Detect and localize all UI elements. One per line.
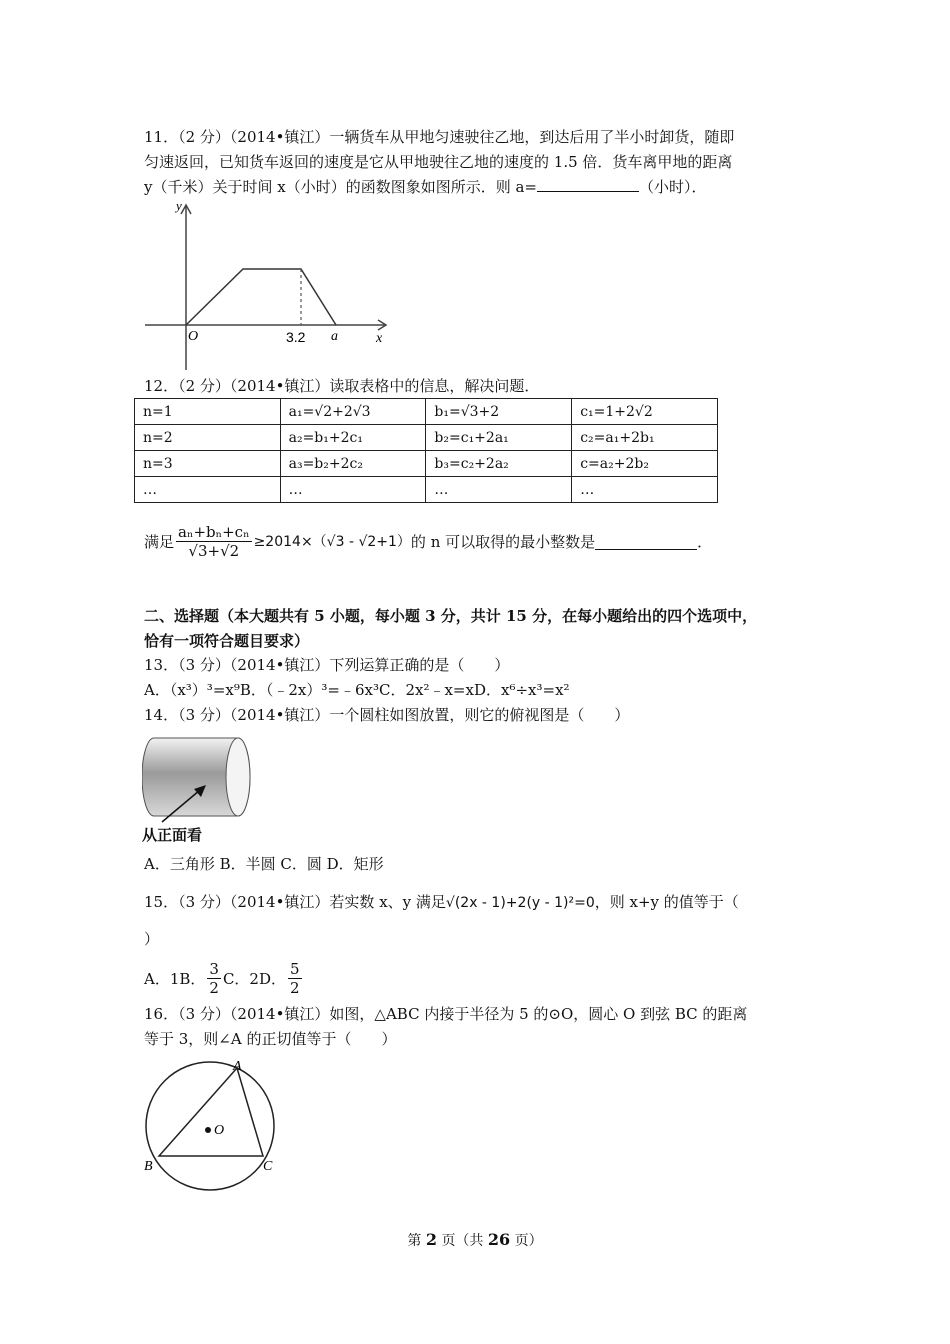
triangle-abc [159, 1068, 263, 1156]
section2-line2: 恰有一项符合题目要求） [144, 632, 310, 650]
tick-a: a [331, 329, 338, 344]
q15-line2: ） [144, 930, 160, 948]
x-label: x [376, 331, 383, 346]
table-cell: c₁=1+2√2 [572, 399, 718, 425]
table-cell: n=2 [135, 425, 281, 451]
q13-title: 13．（3 分）（2014•镇江）下列运算正确的是（ ） [144, 656, 510, 674]
circle-triangle-figure [140, 1058, 290, 1198]
q11-line3-end: （小时）． [638, 178, 707, 196]
y-label: y [176, 198, 182, 213]
q14-options: A．三角形 B．半圆 C．圆 D．矩形 [144, 855, 384, 873]
q12-condition [144, 518, 712, 564]
q11-line3-text: y（千米）关于时间 x（小时）的函数图象如图所示．则 a= [144, 178, 537, 196]
label-a: A [233, 1059, 242, 1074]
fraction-denominator: √3+√2 [188, 541, 240, 560]
q15-title-b: ，则 x+y 的值等于（ [594, 893, 739, 911]
q15-title [144, 890, 739, 915]
cylinder-end [226, 738, 250, 816]
tick-3-2: 3.2 [286, 329, 306, 345]
table-row [135, 451, 718, 477]
table-cell: … [280, 477, 426, 503]
footer-page-number: 2 [425, 1230, 437, 1249]
table-cell: n=3 [135, 451, 281, 477]
footer-mid: 页（共 [441, 1233, 484, 1249]
figure-caption: 从正面看 [142, 826, 203, 844]
answer-blank [537, 175, 639, 192]
table-cell: c₂=a₁+2b₁ [572, 425, 718, 451]
frac1-num: 3 [209, 959, 219, 978]
q13-options: A．（x³）³=x⁹B．（﹣2x）³=﹣6x³C．2x²﹣x=xD．x⁶÷x³=x² [144, 681, 570, 699]
table-cell: n=1 [135, 399, 281, 425]
q11-line1: 11．（2 分）（2014•镇江）一辆货车从甲地匀速驶往乙地，到达后用了半小时卸货，随即 [144, 128, 735, 146]
frac2-num: 5 [290, 959, 300, 978]
q11-line3 [144, 175, 707, 199]
label-b: B [144, 1159, 153, 1174]
page-footer [0, 1230, 950, 1250]
table-cell: b₂=c₁+2a₁ [426, 425, 572, 451]
table-row [135, 425, 718, 451]
table-cell: … [572, 477, 718, 503]
q15-title-a: 15．（3 分）（2014•镇江）若实数 x、y 满足 [144, 893, 446, 911]
center-point [205, 1127, 211, 1133]
q15-options [144, 956, 304, 1000]
cond-suffix: 的 n 可以取得的最小整数是 [410, 532, 596, 551]
cond-end: ． [697, 532, 713, 551]
frac1-den: 2 [209, 978, 219, 997]
q15-opt-a: A．1B． [144, 969, 206, 988]
q15-formula: √(2x - 1)+2(y - 1)²=0 [445, 895, 595, 911]
fraction-numerator: aₙ+bₙ+cₙ [178, 522, 250, 541]
table-cell: a₃=b₂+2c₂ [280, 451, 426, 477]
table-cell: c=a₂+2b₂ [572, 451, 718, 477]
frac-three-halves [207, 960, 221, 997]
distance-time-graph [140, 198, 400, 376]
frac-five-halves [288, 960, 302, 997]
graph-line [186, 269, 336, 325]
origin-label: O [188, 329, 199, 344]
table-cell: … [426, 477, 572, 503]
answer-blank-2 [595, 533, 697, 550]
cond-mid: ≥2014×（√3 - √2+1） [253, 534, 411, 550]
label-o: O [214, 1123, 225, 1138]
footer-post: 页） [514, 1233, 543, 1249]
label-c: C [263, 1159, 273, 1174]
table-cell: b₁=√3+2 [426, 399, 572, 425]
condition-fraction [176, 523, 252, 560]
table-cell: a₂=b₁+2c₁ [280, 425, 426, 451]
section2-line1: 二、选择题（本大题共有 5 小题，每小题 3 分，共计 15 分，在每小题给出的四个选项中， [144, 607, 758, 625]
table-row [135, 477, 718, 503]
q14-title: 14．（3 分）（2014•镇江）一个圆柱如图放置，则它的俯视图是（ ） [144, 706, 630, 724]
q12-title: 12．（2 分）（2014•镇江）读取表格中的信息，解决问题． [144, 377, 540, 395]
q11-line2: 匀速返回，已知货车返回的速度是它从甲地驶往乙地的速度的 1.5 倍．货车离甲地的距离 [144, 153, 733, 171]
table-cell: a₁=√2+2√3 [280, 399, 426, 425]
table-row [135, 399, 718, 425]
frac2-den: 2 [290, 978, 300, 997]
table-cell: b₃=c₂+2a₂ [426, 451, 572, 477]
footer-pre: 第 [407, 1233, 422, 1249]
q15-opt-c: C．2D． [222, 969, 287, 988]
q16-line2: 等于 3，则∠A 的正切值等于（ ） [144, 1030, 397, 1048]
info-table [134, 398, 718, 503]
cylinder-figure [142, 732, 262, 824]
table-cell: … [135, 477, 281, 503]
cond-prefix: 满足 [144, 532, 175, 551]
q16-line1: 16．（3 分）（2014•镇江）如图，△ABC 内接于半径为 5 的⊙O，圆心 O 到弦 BC 的距离 [144, 1005, 748, 1023]
footer-total-pages: 26 [487, 1230, 511, 1249]
